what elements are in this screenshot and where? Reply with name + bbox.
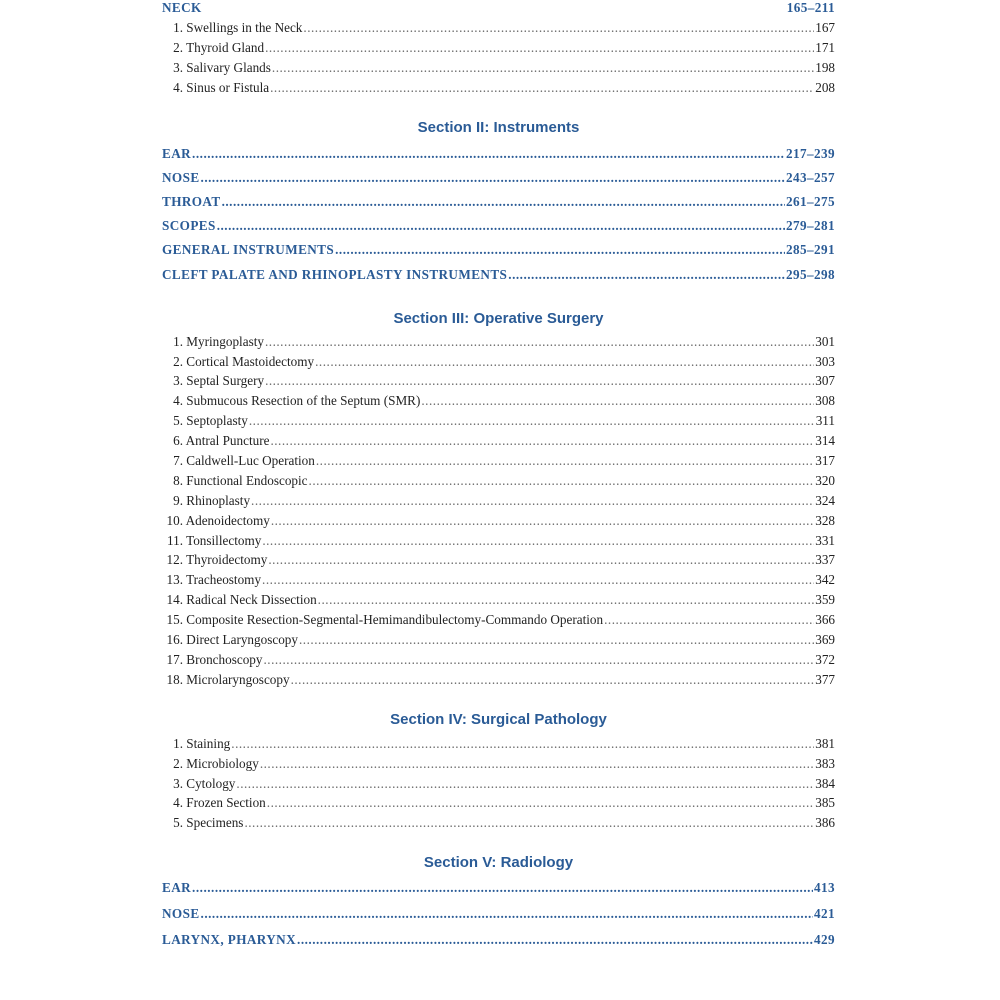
entry-pages: 165–211 [786,0,835,15]
item-page: 383 [815,755,835,771]
dot-leader [268,550,814,570]
toc-main-entry[interactable] [162,901,835,927]
item-number: 4. [173,795,183,811]
toc-item[interactable] [162,451,835,471]
item-number: 10. [166,512,183,528]
toc-item[interactable] [162,590,835,610]
entry-label: NECK [162,0,202,15]
toc-item[interactable] [162,511,835,531]
toc-item[interactable] [162,813,835,833]
item-page: 171 [815,39,835,55]
item-label: Radical Neck Dissection [186,592,317,608]
toc-item[interactable] [162,411,835,431]
item-page: 307 [815,373,835,389]
section-operative-surgery-list [162,332,835,690]
toc-item[interactable] [162,570,835,590]
toc-main-entry[interactable] [162,238,835,262]
toc-item[interactable] [162,650,835,670]
dot-leader [263,650,814,670]
item-label: Frozen Section [186,795,266,811]
item-page: 328 [815,512,835,528]
toc-main-entry[interactable] [162,875,835,901]
table-of-contents [162,0,835,953]
item-page: 311 [815,413,835,429]
item-label: Microbiology [186,755,259,771]
item-label: Composite Resection-Segmental-Hemimandibulectomy-Commando Operation [186,612,604,628]
dot-leader [265,371,814,391]
item-number: 2. [173,353,183,369]
item-label: Cytology [186,775,236,791]
item-label: Staining [186,735,231,751]
entry-pages: 243–257 [786,169,835,185]
entry-pages: 261–275 [786,193,835,209]
dot-leader [270,78,814,98]
dot-leader [272,58,814,78]
item-number: 4. [173,79,183,95]
toc-item[interactable] [162,371,835,391]
item-page: 372 [815,651,835,667]
item-page: 301 [815,333,835,349]
item-number: 11. [167,532,183,548]
entry-label: EAR [162,145,192,161]
toc-item[interactable] [162,78,835,98]
item-number: 13. [166,572,183,588]
section-heading-instruments: Section II: Instruments [417,118,580,136]
item-label: Myringoplasty [186,333,264,349]
toc-item[interactable] [162,38,835,58]
item-number: 9. [173,492,183,508]
item-number: 17. [166,651,183,667]
item-label: Antral Puncture [185,433,270,449]
item-number: 4. [173,393,183,409]
item-label: Sinus or Fistula [186,79,270,95]
item-number: 18. [166,671,183,687]
dot-leader [267,793,814,813]
item-label: Direct Laryngoscopy [186,632,298,648]
item-page: 314 [815,433,835,449]
item-number: 1. [173,333,183,349]
dot-leader [222,190,785,214]
entry-pages: 421 [814,906,835,922]
item-label: Rhinoplasty [186,492,251,508]
section-heading-radiology: Section V: Radiology [423,854,574,872]
dot-leader [260,754,814,774]
item-number: 5. [173,815,183,831]
neck-block [162,0,835,98]
item-number: 6. [173,433,183,449]
item-number: 5. [173,413,183,429]
item-number: 3. [173,59,183,75]
dot-leader [335,238,785,262]
dot-leader [244,813,814,833]
item-page: 324 [815,492,835,508]
item-label: Tonsillectomy [186,532,262,548]
item-page: 342 [815,572,835,588]
item-page: 337 [815,552,835,568]
toc-main-entry[interactable] [162,190,835,214]
item-page: 317 [815,453,835,469]
item-label: Septoplasty [186,413,248,429]
toc-main-entry[interactable] [162,166,835,190]
dot-leader [297,927,813,953]
item-number: 15. [166,612,183,628]
item-page: 359 [815,592,835,608]
dot-leader [508,263,785,287]
dot-leader [201,166,786,190]
dot-leader [421,391,814,411]
item-number: 3. [173,373,183,389]
section-heading-surgical-pathology: Section IV: Surgical Pathology [390,710,607,728]
toc-item[interactable] [162,774,835,794]
toc-item[interactable] [162,471,835,491]
item-label: Septal Surgery [186,373,265,389]
toc-item[interactable] [162,754,835,774]
entry-label: GENERAL INSTRUMENTS [162,242,335,258]
toc-item[interactable] [162,491,835,511]
entry-label: CLEFT PALATE AND RHINOPLASTY INSTRUMENTS [162,266,508,282]
item-number: 3. [173,775,183,791]
item-number: 14. [166,592,183,608]
dot-leader [318,590,815,610]
item-number: 2. [173,755,183,771]
entry-label: NOSE [162,906,200,922]
item-page: 384 [815,775,835,791]
section-instruments-list [162,142,835,287]
dot-leader [604,610,814,630]
entry-label: NOSE [162,169,200,185]
dot-leader [291,670,815,690]
item-number: 16. [166,632,183,648]
item-label: Cortical Mastoidectomy [186,353,315,369]
toc-item[interactable] [162,734,835,754]
item-page: 320 [815,472,835,488]
section-heading-operative-surgery: Section III: Operative Surgery [393,309,604,327]
item-number: 8. [173,472,183,488]
item-label: Thyroidectomy [186,552,268,568]
item-page: 366 [815,612,835,628]
item-page: 198 [815,59,835,75]
toc-item[interactable] [162,18,835,38]
entry-label: SCOPES [162,218,216,234]
item-page: 386 [815,815,835,831]
item-page: 385 [815,795,835,811]
toc-main-entry[interactable] [162,263,835,287]
item-number: 1. [173,20,183,35]
dot-leader [236,774,814,794]
toc-item[interactable] [162,670,835,690]
toc-item[interactable] [162,531,835,551]
toc-item[interactable] [162,630,835,650]
entry-pages: 217–239 [786,145,835,161]
toc-main-entry-neck[interactable] [162,0,835,18]
section-radiology-list [162,875,835,953]
dot-leader [217,214,785,238]
dot-leader [270,431,814,451]
item-label: Specimens [186,815,244,831]
item-label: Thyroid Gland [186,39,265,55]
entry-label: THROAT [162,193,221,209]
toc-item[interactable] [162,610,835,630]
dot-leader [231,734,814,754]
item-number: 2. [173,39,183,55]
item-label: Swellings in the Neck [186,20,303,35]
item-label: Caldwell-Luc Operation [186,453,315,469]
dot-leader [265,38,814,58]
item-page: 308 [815,393,835,409]
item-page: 381 [815,735,835,751]
item-label: Microlaryngoscopy [186,671,290,687]
toc-item[interactable] [162,431,835,451]
toc-item[interactable] [162,550,835,570]
dot-leader [299,630,814,650]
dot-leader [249,411,815,431]
toc-main-entry[interactable] [162,214,835,238]
dot-leader [309,471,815,491]
item-label: Salivary Glands [186,59,271,75]
entry-pages: 429 [814,932,835,948]
item-page: 377 [815,671,835,687]
dot-leader [192,875,813,901]
dot-leader [192,142,785,166]
item-label: Tracheostomy [186,572,262,588]
toc-main-entry[interactable] [162,142,835,166]
item-page: 208 [815,79,835,95]
dot-leader [265,332,814,352]
item-page: 167 [815,20,835,35]
toc-item[interactable] [162,332,835,352]
toc-item[interactable] [162,58,835,78]
toc-item[interactable] [162,793,835,813]
item-number: 12. [166,552,183,568]
entry-pages: 279–281 [786,218,835,234]
dot-leader [201,901,814,927]
dot-leader [316,451,814,471]
item-label: Submucous Resection of the Septum (SMR) [186,393,421,409]
item-page: 331 [815,532,835,548]
item-label: Bronchoscopy [186,651,263,667]
dot-leader [262,531,814,551]
entry-pages: 295–298 [786,266,835,282]
toc-main-entry[interactable] [162,927,835,953]
item-page: 303 [815,353,835,369]
item-page: 369 [815,632,835,648]
dot-leader [262,570,814,590]
dot-leader [251,491,814,511]
entry-label: LARYNX, PHARYNX [162,932,297,948]
item-label: Functional Endoscopic [186,472,308,488]
toc-item[interactable] [162,352,835,372]
dot-leader [303,18,814,38]
item-number: 1. [173,735,183,751]
toc-item[interactable] [162,391,835,411]
entry-pages: 285–291 [786,242,835,258]
item-number: 7. [173,453,183,469]
section-surgical-pathology-list [162,734,835,833]
item-label: Adenoidectomy [185,512,270,528]
dot-leader [315,352,814,372]
entry-label: EAR [162,880,192,896]
dot-leader [271,511,814,531]
entry-pages: 413 [814,880,835,896]
